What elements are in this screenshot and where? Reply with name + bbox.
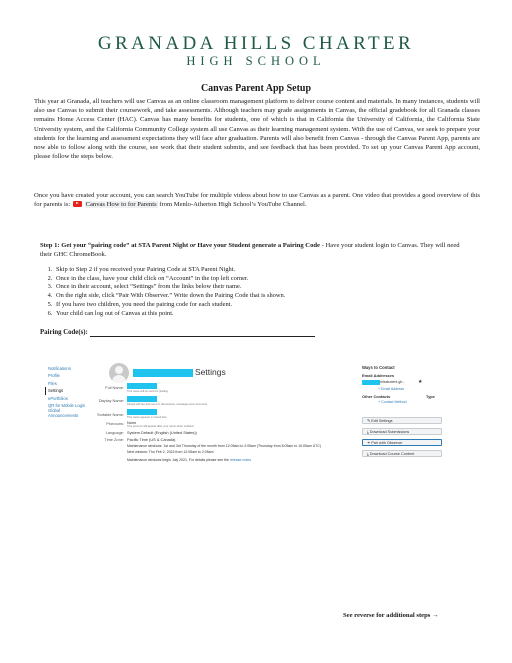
step1-title: Step 1: Get your “pairing code” at STA Parent Night — [40, 242, 189, 249]
next-window: Next window: Thu Feb 2, 2023 from 12:05am to 2:05am — [127, 450, 214, 454]
display-name-label: Display Name: — [98, 398, 124, 403]
nav-item-qr-login[interactable]: QR for Mobile Login — [48, 403, 86, 409]
list-item: 1. Skip to Step 2 if you received your Pairing Code at STA Parent Night. — [54, 266, 285, 275]
youtube-icon — [73, 201, 82, 207]
sortable-name-note: This name appears in sorted lists. — [127, 416, 168, 419]
email-heading: Email Addresses — [362, 373, 395, 378]
download-course-content-label: Download Course Content — [369, 452, 415, 456]
pairing-code-label: Pairing Code(s): — [40, 329, 88, 336]
page-title: Canvas Parent App Setup — [200, 83, 312, 94]
time-zone-value: Pacific Time (US & Canada) — [127, 437, 176, 442]
list-item: 4. On the right side, click “Pair With Observer.” Write down the Pairing Code that is shown. — [54, 292, 285, 301]
pair-with-observer-label: Pair with Observer — [371, 441, 403, 445]
release-notes-link[interactable]: release notes — [229, 458, 251, 462]
video-paragraph — [34, 191, 480, 209]
download-icon: ⤓ — [367, 430, 370, 434]
list-item: 3. Once in their account, select “Settings” from the links below their name. — [54, 283, 285, 292]
display-name-note: People will see this name in discussions, messages and comments. — [127, 403, 208, 406]
download-submissions-button[interactable] — [362, 428, 442, 435]
redacted-display-name — [127, 396, 157, 402]
redacted-full-name — [127, 383, 157, 389]
add-email-link[interactable]: + Email Address — [378, 387, 405, 391]
pairing-code-line — [90, 336, 315, 337]
full-name-label: Full Name: — [105, 385, 124, 390]
video-link[interactable]: Canvas How to for Parents — [85, 201, 157, 209]
step1-or: or — [189, 242, 196, 249]
list-item: 5. If you have two children, you need the pairing code for each student. — [54, 301, 285, 310]
video-text-before: Once you have created your account, you can search YouTube for multiple videos about how to use Canvas as a parent. One video that provides a good overview of this for parents is: — [34, 192, 480, 209]
language-value: System Default (English (United States)) — [127, 430, 197, 435]
list-item: 2. Once in the class, have your child click on “Account” in the top left corner. — [54, 275, 285, 284]
maintenance-begin-text: Maintenance windows begin July 2021. For details please see the — [127, 458, 229, 462]
add-contact-link[interactable]: + Contact Method — [378, 400, 407, 404]
star-icon[interactable]: ★ — [418, 379, 423, 385]
pair-with-observer-button[interactable] — [362, 439, 442, 446]
type-heading: Type — [426, 394, 435, 399]
edit-settings-button[interactable] — [362, 417, 442, 424]
pronouns-note: This pronoun will appear after your name when enabled — [127, 425, 194, 428]
maintenance-window: Maintenance windows: 1st and 3rd Thursday of the month from 12:05am to 2:05am (Thursday from 8:05am to 10:05am UTC) — [127, 444, 322, 448]
download-submissions-label: Download Submissions — [369, 430, 410, 434]
school-subname: HIGH SCHOOL — [186, 54, 326, 68]
maintenance-begin — [127, 458, 251, 462]
language-label: Language: — [105, 430, 124, 435]
nav-item-global-announcements[interactable]: Global Announcements — [48, 408, 79, 419]
video-text-after: from Menlo-Atherton High School’s YouTube Channel. — [159, 201, 307, 209]
pronouns-value: None — [127, 420, 137, 425]
avatar[interactable] — [109, 363, 129, 383]
step1-title2: Have your Student generate a Pairing Code — [197, 242, 320, 249]
account-nav — [48, 365, 98, 419]
intro-paragraph: This year at Granada, all teachers will use Canvas as an online classroom management platform to deliver course content and materials. In many instances, students will also use Canvas to submit their coursework, and take assessments. Although teachers may grade assignments in Canvas, the official gradebook for all Granada classes remains Home Access Center (HAC). Canvas has many benefits for students, one of which is that in California the University of California, the California State University system, and the California Community College system all use Canvas as their learning management system. With the use of Canvas, we seek to prepare your students for the learning and assessment expectations they will face after graduation. Parents will also benefit from Canvas - through the Canvas Parent App, parents are now able to follow along with the course, see work that their student submits, and see feedback that has been provided. To set up your Canvas Parent App account, please follow the steps below. — [34, 98, 480, 161]
pronouns-label: Pronouns: — [106, 421, 124, 426]
nav-item-profile[interactable]: Profile — [48, 373, 60, 379]
nav-item-files[interactable]: Files — [48, 380, 57, 386]
redacted-sortable-name — [127, 409, 157, 415]
contact-panel — [362, 365, 448, 404]
download-icon: ⤓ — [367, 452, 370, 456]
nav-item-eportfolios[interactable]: ePortfolios — [48, 395, 68, 401]
redacted-name-bar — [133, 369, 193, 377]
ways-to-contact-heading: Ways to Contact — [362, 365, 395, 370]
canvas-settings-screenshot — [40, 357, 472, 507]
other-contacts-heading: Other Contacts — [362, 394, 391, 399]
footer-note: See reverse for additional steps → — [343, 612, 439, 619]
redacted-email — [362, 380, 380, 385]
edit-settings-label: Edit Settings — [371, 419, 393, 423]
nav-item-notifications[interactable]: Notifications — [48, 366, 71, 371]
settings-title: Settings — [195, 367, 226, 377]
time-zone-label: Time Zone: — [104, 437, 124, 442]
school-name: GRANADA HILLS CHARTER — [97, 33, 415, 54]
step1-heading — [40, 241, 470, 259]
pencil-icon: ✎ — [367, 419, 372, 423]
nav-item-settings[interactable]: Settings — [45, 387, 98, 394]
sortable-name-label: Sortable Name: — [96, 412, 124, 417]
step1-desc: - Have your student login to Canvas. They will need their GHC ChromeBook. — [40, 242, 460, 258]
list-item: 6. Your child can log out of Canvas at this point. — [54, 310, 285, 319]
full-name-note: This name will be used for grading. — [127, 390, 169, 393]
download-course-content-button[interactable] — [362, 450, 442, 457]
steps-list — [40, 266, 285, 318]
email-address: mlsstudent.gh... — [380, 380, 406, 384]
link-icon: ⚭ — [367, 441, 372, 445]
